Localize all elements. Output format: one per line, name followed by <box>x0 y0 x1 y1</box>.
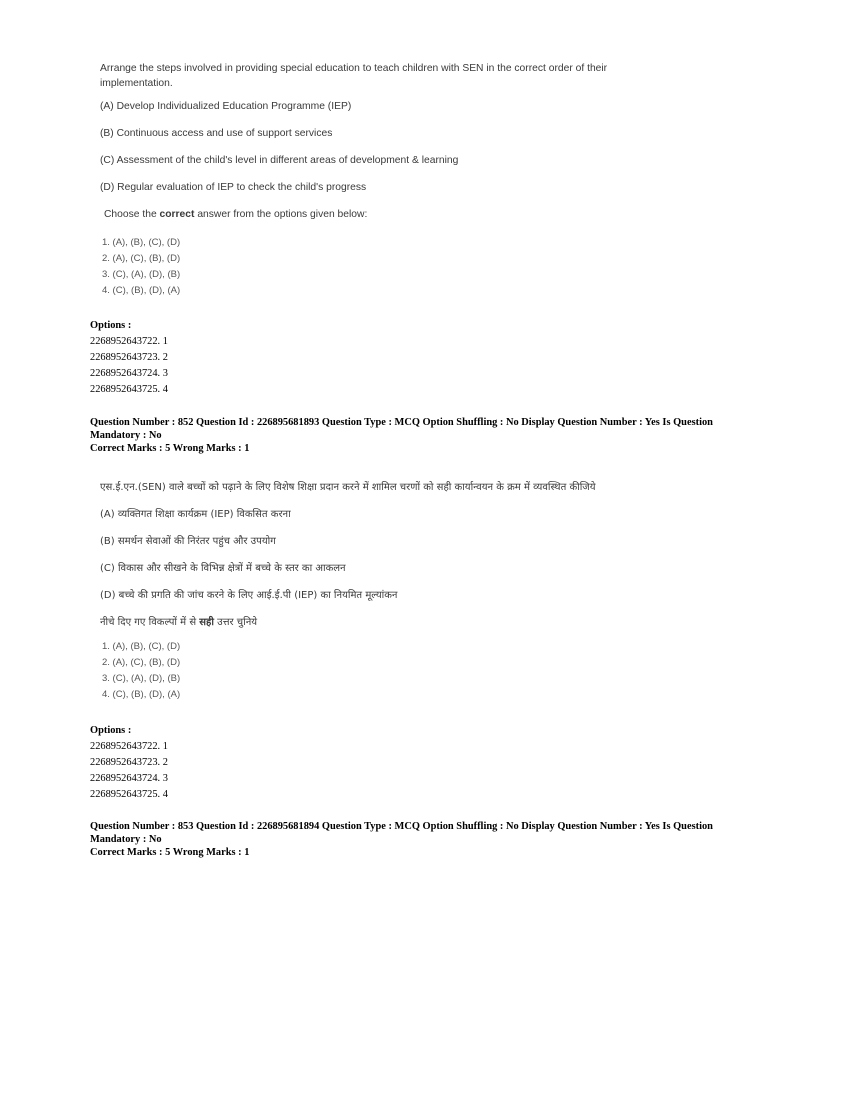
option-id-2: 2268952643723. 2 <box>90 757 168 768</box>
answer-choice-4: 4. (C), (B), (D), (A) <box>102 689 181 700</box>
question-marks: Correct Marks : 5 Wrong Marks : 1 <box>90 443 250 454</box>
option-id-2: 2268952643723. 2 <box>90 352 168 363</box>
options-block-852 <box>90 723 750 803</box>
question-marks: Correct Marks : 5 Wrong Marks : 1 <box>90 847 250 858</box>
question-851-content <box>100 61 660 91</box>
question-stem: Arrange the steps involved in providing special education to teach children with SEN in the correct order of their implementation. <box>100 63 608 89</box>
options-header: Options : <box>90 320 132 331</box>
answer-choice-4: 4. (C), (B), (D), (A) <box>102 285 181 296</box>
statement-d: (D) Regular evaluation of IEP to check the child's progress <box>100 182 367 193</box>
question-stem-hindi: एस.ई.एन.(SEN) वाले बच्चों को पढ़ाने के लिए विशेष शिक्षा प्रदान करने में शामिल चरणों को सही कार्यान्वयन के क्रम में व्यवस्थित कीजिये <box>100 482 596 493</box>
statement-c: (C) Assessment of the child's level in different areas of development & learning <box>100 155 459 166</box>
answer-choice-3: 3. (C), (A), (D), (B) <box>102 269 181 280</box>
answer-choice-1: 1. (A), (B), (C), (D) <box>102 641 181 652</box>
answer-choice-2: 2. (A), (C), (B), (D) <box>102 253 181 264</box>
answer-choices <box>102 235 180 299</box>
options-header: Options : <box>90 725 132 736</box>
options-block-851 <box>90 318 750 398</box>
answer-choice-3: 3. (C), (A), (D), (B) <box>102 673 181 684</box>
answer-choice-1: 1. (A), (B), (C), (D) <box>102 237 181 248</box>
statement-a: (A) Develop Individualized Education Programme (IEP) <box>100 101 352 112</box>
option-id-1: 2268952643722. 1 <box>90 336 168 347</box>
statement-b: (B) Continuous access and use of support services <box>100 128 333 139</box>
question-mandatory: Mandatory : No <box>90 430 162 441</box>
statement-b-hindi: (B) समर्थन सेवाओं की निरंतर पहुंच और उपयोग <box>100 536 276 547</box>
question-852-header <box>90 416 750 455</box>
question-853-header <box>90 820 750 859</box>
choose-instruction: Choose the correct answer from the options given below: <box>104 209 368 220</box>
option-id-3: 2268952643724. 3 <box>90 773 168 784</box>
question-meta-line: Question Number : 852 Question Id : 226895681893 Question Type : MCQ Option Shuffling : No Display Question Number : Yes Is Question <box>90 417 713 428</box>
option-id-4: 2268952643725. 4 <box>90 384 168 395</box>
statement-d-hindi: (D) बच्चे की प्रगति की जांच करने के लिए आई.ई.पी (IEP) का नियमित मूल्यांकन <box>100 590 398 601</box>
choose-instruction-hindi: नीचे दिए गए विकल्पों में से सही उत्तर चुनिये <box>100 617 258 628</box>
option-id-4: 2268952643725. 4 <box>90 789 168 800</box>
question-mandatory: Mandatory : No <box>90 834 162 845</box>
answer-choices-852 <box>102 639 180 703</box>
question-meta-line: Question Number : 853 Question Id : 226895681894 Question Type : MCQ Option Shuffling : No Display Question Number : Yes Is Question <box>90 821 713 832</box>
statement-c-hindi: (C) विकास और सीखने के विभिन्न क्षेत्रों में बच्चे के स्तर का आकलन <box>100 563 346 574</box>
option-id-1: 2268952643722. 1 <box>90 741 168 752</box>
answer-choice-2: 2. (A), (C), (B), (D) <box>102 657 181 668</box>
statement-a-hindi: (A) व्यक्तिगत शिक्षा कार्यक्रम (IEP) विकसित करना <box>100 509 291 520</box>
option-id-3: 2268952643724. 3 <box>90 368 168 379</box>
